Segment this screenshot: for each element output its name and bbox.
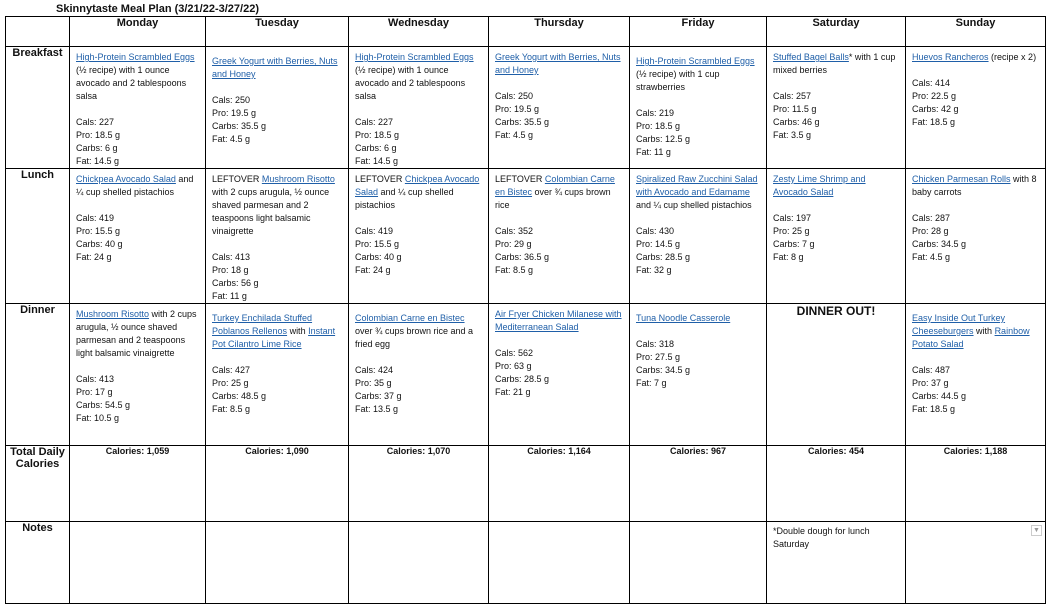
lunch-tuesday (206, 169, 349, 304)
meal-description: and ¼ cup shelled pistachios (355, 187, 454, 210)
recipe-link[interactable]: Mushroom Risotto (261, 174, 335, 184)
header-row (6, 17, 1046, 47)
row-header-notes: Notes (6, 522, 70, 604)
calories: Cals: 424 (355, 365, 394, 375)
carbs: Carbs: 34.5 g (636, 365, 691, 375)
fat: Fat: 8 g (773, 252, 804, 262)
dinner-row (6, 304, 1046, 446)
breakfast-row (6, 47, 1046, 169)
breakfast-wednesday (349, 47, 489, 169)
notes-wednesday[interactable] (349, 522, 489, 604)
calories: Cals: 352 (495, 226, 534, 236)
fat: Fat: 10.5 g (76, 413, 120, 423)
meal-prefix: LEFTOVER (212, 174, 262, 184)
protein: Pro: 19.5 g (495, 104, 540, 114)
carbs: Carbs: 42 g (912, 104, 959, 114)
recipe-link[interactable]: Chickpea Avocado Salad (76, 174, 176, 184)
fat: Fat: 7 g (636, 378, 667, 388)
recipe-link[interactable]: Instant Pot Cilantro Lime Rice (212, 326, 336, 349)
page-title: Skinnytaste Meal Plan (3/21/22-3/27/22) (56, 3, 259, 15)
protein: Pro: 25 g (212, 378, 249, 388)
protein: Pro: 27.5 g (636, 352, 681, 362)
calories: Cals: 419 (76, 213, 115, 223)
fat: Fat: 21 g (495, 387, 531, 397)
calories: Cals: 250 (495, 91, 534, 101)
recipe-link[interactable]: Rainbow Potato Salad (912, 326, 1030, 349)
carbs: Carbs: 35.5 g (212, 121, 267, 131)
protein: Pro: 28 g (912, 226, 949, 236)
carbs: Carbs: 56 g (212, 278, 259, 288)
protein: Pro: 63 g (495, 361, 532, 371)
calories: Cals: 487 (912, 365, 951, 375)
recipe-link[interactable]: Chicken Parmesan Rolls (912, 174, 1011, 184)
fat: Fat: 13.5 g (355, 404, 399, 414)
notes-tuesday[interactable] (206, 522, 349, 604)
calories: Cals: 430 (636, 226, 675, 236)
breakfast-friday (630, 47, 767, 169)
fat: Fat: 3.5 g (773, 130, 812, 140)
calories: Cals: 227 (76, 117, 115, 127)
fat: Fat: 4.5 g (212, 134, 251, 144)
calories: Cals: 427 (212, 365, 251, 375)
meal-description: with 2 cups arugula, ½ ounce shaved parmesan and 2 teaspoons light balsamic vinaigrette (76, 309, 197, 358)
fat: Fat: 32 g (636, 265, 672, 275)
day-header-saturday: Saturday (767, 17, 906, 47)
protein: Pro: 18.5 g (355, 130, 400, 140)
recipe-link[interactable]: Tuna Noodle Casserole (636, 313, 731, 323)
protein: Pro: 19.5 g (212, 108, 257, 118)
breakfast-saturday (767, 47, 906, 169)
meal-description: (½ recipe) with 1 cup strawberries (636, 69, 720, 92)
dinner-sunday (906, 304, 1046, 446)
fat: Fat: 4.5 g (495, 130, 534, 140)
recipe-link[interactable]: Colombian Carne en Bistec (355, 313, 465, 323)
carbs: Carbs: 54.5 g (76, 400, 131, 410)
lunch-monday (70, 169, 206, 304)
total-friday: Calories: 967 (630, 446, 767, 522)
notes-thursday[interactable] (489, 522, 630, 604)
calories: Cals: 257 (773, 91, 812, 101)
dinner-saturday (767, 304, 906, 446)
fat: Fat: 11 g (212, 291, 247, 301)
breakfast-monday (70, 47, 206, 169)
breakfast-sunday (906, 47, 1046, 169)
notes-sunday[interactable] (906, 522, 1046, 604)
row-header-breakfast: Breakfast (6, 47, 70, 169)
fat: Fat: 18.5 g (912, 404, 956, 414)
meal-description: * with 1 cup mixed berries (773, 52, 896, 75)
protein: Pro: 14.5 g (636, 239, 681, 249)
notes-monday[interactable] (70, 522, 206, 604)
calories: Cals: 414 (912, 78, 951, 88)
saturday-note: *Double dough for lunch Saturday (773, 526, 870, 549)
protein: Pro: 15.5 g (355, 239, 400, 249)
fat: Fat: 14.5 g (355, 156, 399, 166)
calories: Cals: 227 (355, 117, 394, 127)
breakfast-tuesday (206, 47, 349, 169)
meal-description: over ¾ cups brown rice (495, 187, 611, 210)
recipe-link[interactable]: High-Protein Scrambled Eggs (355, 52, 474, 62)
notes-row (6, 522, 1046, 604)
meal-description: and ¼ cup shelled pistachios (76, 174, 194, 197)
recipe-link[interactable]: Greek Yogurt with Berries, Nuts and Honey (495, 52, 621, 75)
dropdown-arrow-icon[interactable]: ▼ (1031, 525, 1042, 536)
recipe-link[interactable]: Huevos Rancheros (912, 52, 989, 62)
carbs: Carbs: 7 g (773, 239, 815, 249)
carbs: Carbs: 37 g (355, 391, 402, 401)
carbs: Carbs: 6 g (355, 143, 397, 153)
carbs: Carbs: 36.5 g (495, 252, 550, 262)
recipe-link[interactable]: Zesty Lime Shrimp and Avocado Salad (773, 174, 866, 197)
recipe-link[interactable]: Easy Inside Out Turkey Cheeseburgers (912, 313, 1006, 336)
carbs: Carbs: 35.5 g (495, 117, 550, 127)
protein: Pro: 18.5 g (636, 121, 681, 131)
meal-description: over ¾ cups brown rice and a fried egg (355, 326, 474, 349)
row-header-dinner: Dinner (6, 304, 70, 446)
calories: Cals: 562 (495, 348, 534, 358)
dinner-thursday (489, 304, 630, 446)
carbs: Carbs: 28.5 g (636, 252, 691, 262)
carbs: Carbs: 48.5 g (212, 391, 267, 401)
calories: Cals: 318 (636, 339, 675, 349)
recipe-link[interactable]: Stuffed Bagel Balls (773, 52, 849, 62)
lunch-saturday (767, 169, 906, 304)
recipe-link[interactable]: Turkey Enchilada Stuffed Poblanos Rellenos (212, 313, 313, 336)
meal-plan-table (5, 16, 1046, 604)
dinner-tuesday (206, 304, 349, 446)
total-sunday: Calories: 1,188 (906, 446, 1046, 522)
protein: Pro: 25 g (773, 226, 810, 236)
day-header-thursday: Thursday (489, 17, 630, 47)
recipe-link[interactable]: Mushroom Risotto (76, 309, 150, 319)
meal-description: with 2 cups arugula, ½ ounce shaved parmesan and 2 teaspoons light balsamic vinaigrette (212, 187, 330, 236)
dinner-out-label: DINNER OUT! (796, 304, 876, 318)
calories: Cals: 219 (636, 108, 675, 118)
day-header-monday: Monday (70, 17, 206, 47)
protein: Pro: 29 g (495, 239, 532, 249)
carbs: Carbs: 34.5 g (912, 239, 967, 249)
protein: Pro: 17 g (76, 387, 113, 397)
protein: Pro: 15.5 g (76, 226, 121, 236)
row-header-lunch: Lunch (6, 169, 70, 304)
meal-description: with (973, 326, 995, 336)
total-wednesday: Calories: 1,070 (349, 446, 489, 522)
carbs: Carbs: 44.5 g (912, 391, 967, 401)
dinner-monday (70, 304, 206, 446)
row-header-total: Total Daily Calories (6, 446, 70, 522)
notes-friday[interactable] (630, 522, 767, 604)
meal-description: (½ recipe) with 1 ounce avocado and 2 tablespoons salsa (76, 65, 187, 101)
fat: Fat: 11 g (636, 147, 671, 157)
recipe-link[interactable]: High-Protein Scrambled Eggs (76, 52, 195, 62)
meal-prefix: LEFTOVER (355, 174, 405, 184)
meal-description: and ¼ cup shelled pistachios (636, 200, 752, 210)
meal-description: (½ recipe) with 1 ounce avocado and 2 tablespoons salsa (355, 65, 466, 101)
protein: Pro: 18.5 g (76, 130, 121, 140)
carbs: Carbs: 40 g (76, 239, 123, 249)
carbs: Carbs: 40 g (355, 252, 402, 262)
carbs: Carbs: 12.5 g (636, 134, 691, 144)
calories: Cals: 419 (355, 226, 394, 236)
lunch-wednesday (349, 169, 489, 304)
recipe-link[interactable]: Spiralized Raw Zucchini Salad with Avocado and Edamame (636, 174, 758, 197)
fat: Fat: 14.5 g (76, 156, 120, 166)
fat: Fat: 8.5 g (212, 404, 251, 414)
day-header-wednesday: Wednesday (349, 17, 489, 47)
day-header-sunday: Sunday (906, 17, 1046, 47)
recipe-link[interactable]: High-Protein Scrambled Eggs (636, 56, 755, 66)
meal-description: with 8 baby carrots (912, 174, 1037, 197)
dinner-friday (630, 304, 767, 446)
protein: Pro: 18 g (212, 265, 249, 275)
lunch-thursday (489, 169, 630, 304)
breakfast-thursday (489, 47, 630, 169)
dinner-wednesday (349, 304, 489, 446)
calories: Cals: 197 (773, 213, 812, 223)
carbs: Carbs: 6 g (76, 143, 118, 153)
fat: Fat: 24 g (355, 265, 391, 275)
calories: Cals: 413 (76, 374, 115, 384)
recipe-link[interactable]: Air Fryer Chicken Milanese with Mediterranean Salad (495, 309, 622, 332)
carbs: Carbs: 46 g (773, 117, 820, 127)
meal-prefix: LEFTOVER (495, 174, 545, 184)
total-monday: Calories: 1,059 (70, 446, 206, 522)
totals-row (6, 446, 1046, 522)
corner-cell (6, 17, 70, 47)
fat: Fat: 18.5 g (912, 117, 956, 127)
fat: Fat: 4.5 g (912, 252, 951, 262)
recipe-link[interactable]: Chickpea Avocado Salad (355, 174, 480, 197)
lunch-sunday (906, 169, 1046, 304)
notes-saturday[interactable] (767, 522, 906, 604)
calories: Cals: 250 (212, 95, 251, 105)
calories: Cals: 287 (912, 213, 951, 223)
lunch-friday (630, 169, 767, 304)
recipe-link[interactable]: Colombian Carne en Bistec (495, 174, 615, 197)
lunch-row (6, 169, 1046, 304)
fat: Fat: 8.5 g (495, 265, 534, 275)
meal-description: (recipe x 2) (988, 52, 1037, 62)
carbs: Carbs: 28.5 g (495, 374, 550, 384)
day-header-friday: Friday (630, 17, 767, 47)
protein: Pro: 35 g (355, 378, 392, 388)
total-tuesday: Calories: 1,090 (206, 446, 349, 522)
protein: Pro: 37 g (912, 378, 949, 388)
recipe-link[interactable]: Greek Yogurt with Berries, Nuts and Honey (212, 56, 338, 79)
fat: Fat: 24 g (76, 252, 112, 262)
protein: Pro: 11.5 g (773, 104, 817, 114)
protein: Pro: 22.5 g (912, 91, 957, 101)
meal-description: with (287, 326, 309, 336)
total-thursday: Calories: 1,164 (489, 446, 630, 522)
day-header-tuesday: Tuesday (206, 17, 349, 47)
calories: Cals: 413 (212, 252, 251, 262)
total-saturday: Calories: 454 (767, 446, 906, 522)
